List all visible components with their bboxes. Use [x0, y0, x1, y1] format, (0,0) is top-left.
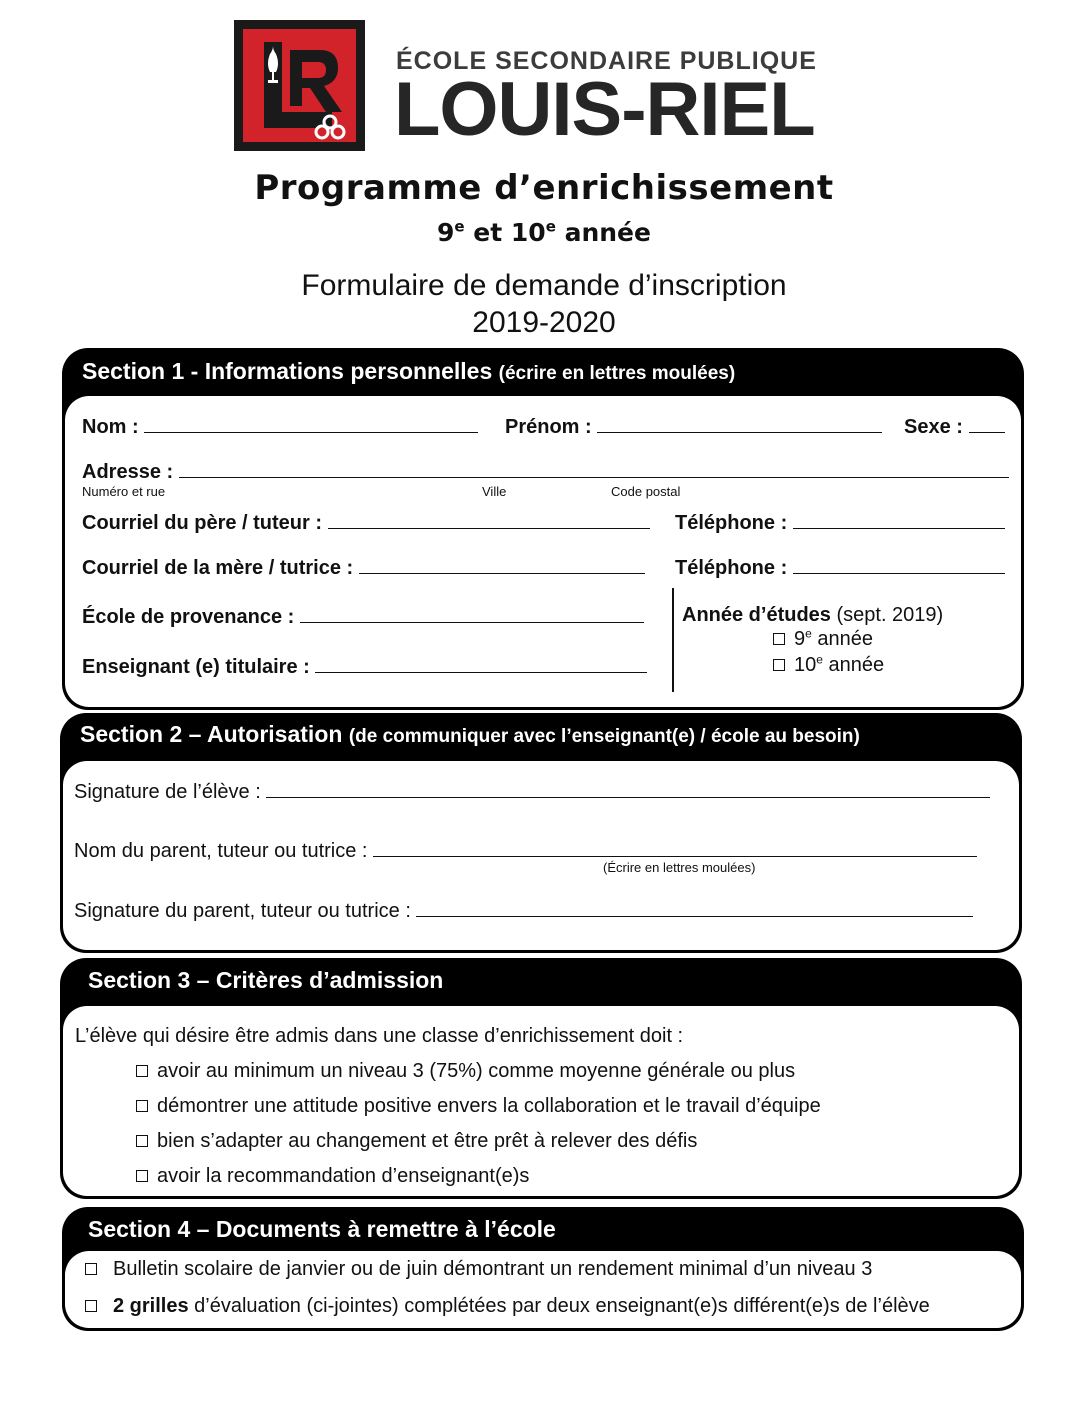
- year-of-study-label: Année d’études (sept. 2019): [682, 604, 944, 626]
- school-logo: [234, 20, 365, 151]
- school-origin-field[interactable]: École de provenance :: [82, 604, 644, 629]
- criteria-intro: L’élève qui désire être admis dans une classe d’enrichissement doit :: [75, 1025, 684, 1047]
- section-4-title: Section 4 – Documents à remettre à l’école: [88, 1216, 556, 1242]
- parent-signature-field[interactable]: Signature du parent, tuteur ou tutrice :: [74, 898, 973, 923]
- criterion-item[interactable]: bien s’adapter au changement et être prêt à relever des défis: [136, 1130, 697, 1153]
- checkbox-icon[interactable]: [136, 1135, 148, 1147]
- document-item-bulletin[interactable]: Bulletin scolaire de janvier ou de juin démontrant un rendement minimal d’un niveau 3: [85, 1258, 872, 1281]
- school-prefix: ÉCOLE SECONDAIRE PUBLIQUE: [396, 47, 817, 75]
- adresse-field[interactable]: Adresse :: [82, 459, 1009, 484]
- mother-phone-field[interactable]: Téléphone :: [675, 555, 1005, 580]
- school-name: LOUIS-RIEL: [394, 67, 815, 152]
- section-1-personal-info: [62, 348, 1024, 710]
- checkbox-icon[interactable]: [773, 633, 785, 645]
- parent-name-caption: (Écrire en lettres moulées): [603, 860, 756, 875]
- option-grade-10[interactable]: 10e année: [773, 654, 884, 677]
- school-year: 2019-2020: [472, 306, 616, 339]
- divider: [672, 588, 674, 692]
- checkbox-icon[interactable]: [85, 1300, 97, 1312]
- checkbox-icon[interactable]: [136, 1170, 148, 1182]
- checkbox-icon[interactable]: [136, 1100, 148, 1112]
- section-2-authorization: [60, 713, 1022, 953]
- prenom-field[interactable]: Prénom :: [505, 414, 882, 439]
- caption-postal: Code postal: [611, 484, 681, 499]
- document-item-grids[interactable]: 2 grilles d’évaluation (ci-jointes) complétées par deux enseignant(e)s différent(e)s de l’élève: [85, 1295, 930, 1318]
- criterion-item[interactable]: avoir la recommandation d’enseignant(e)s: [136, 1165, 529, 1188]
- parent-name-field[interactable]: Nom du parent, tuteur ou tutrice :: [74, 838, 977, 863]
- section-3-title: Section 3 – Critères d’admission: [88, 967, 444, 993]
- section-2-title: Section 2 – Autorisation (de communiquer avec l’enseignant(e) / école au besoin): [80, 721, 860, 747]
- student-signature-field[interactable]: Signature de l’élève :: [74, 779, 990, 804]
- program-grades: 9e et 10e année: [437, 217, 651, 247]
- criterion-item[interactable]: avoir au minimum un niveau 3 (75%) comme moyenne générale ou plus: [136, 1060, 795, 1083]
- mother-email-field[interactable]: Courriel de la mère / tutrice :: [82, 555, 645, 580]
- checkbox-icon[interactable]: [85, 1263, 97, 1275]
- caption-street: Numéro et rue: [82, 484, 166, 499]
- checkbox-icon[interactable]: [136, 1065, 148, 1077]
- nom-field[interactable]: Nom :: [82, 414, 478, 439]
- program-title: Programme d’enrichissement: [254, 168, 834, 208]
- father-phone-field[interactable]: Téléphone :: [675, 510, 1005, 535]
- father-email-field[interactable]: Courriel du père / tuteur :: [82, 510, 650, 535]
- form-title: Formulaire de demande d’inscription: [301, 269, 787, 302]
- caption-city: Ville: [482, 484, 507, 499]
- sexe-field[interactable]: Sexe :: [904, 414, 1005, 439]
- checkbox-icon[interactable]: [773, 659, 785, 671]
- section-3-admission-criteria: [60, 958, 1022, 1199]
- option-grade-9[interactable]: 9e année: [773, 628, 873, 651]
- criterion-item[interactable]: démontrer une attitude positive envers la collaboration et le travail d’équipe: [136, 1095, 821, 1118]
- section-4-documents: [62, 1207, 1024, 1331]
- teacher-field[interactable]: Enseignant (e) titulaire :: [82, 654, 647, 679]
- section-1-title: Section 1 - Informations personnelles (écrire en lettres moulées): [82, 358, 736, 384]
